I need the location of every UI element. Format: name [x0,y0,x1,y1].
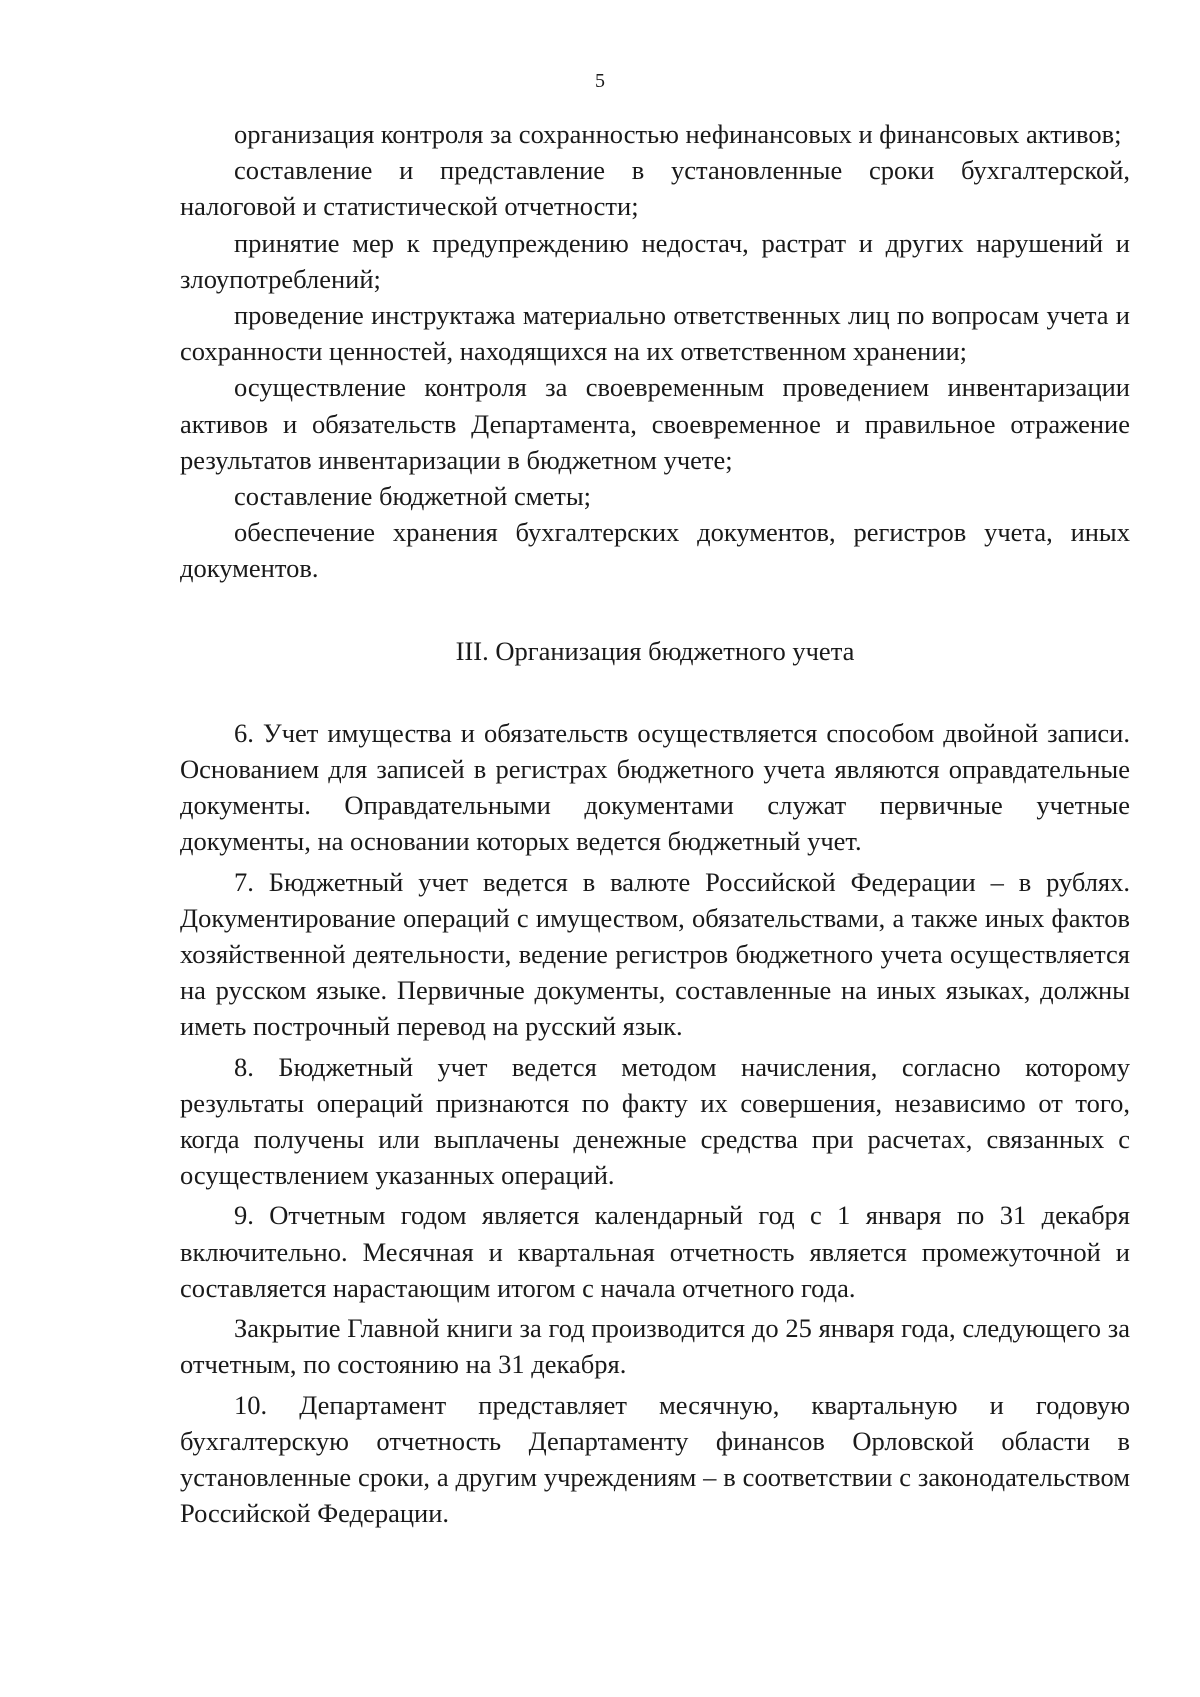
list-item: проведение инструктажа материально ответственных лиц по вопросам учета и сохранности ценностей, находящихся на их ответственном хранении; [180,300,1130,367]
paragraph: 6. Учет имущества и обязательств осуществляется способом двойной записи. Основанием для записей в регистрах бюджетного учета являются оправдательные документы. Оправдательными документами служат первичные учетные документы, на основании которых ведется бюджетный учет. [180,717,1130,857]
list-item: принятие мер к предупреждению недостач, растрат и других нарушений и злоупотреблений; [180,227,1130,294]
list-item: организация контроля за сохранностью нефинансовых и финансовых активов; [234,119,1122,149]
document-body [180,116,1130,1531]
paragraph: 10. Департамент представляет месячную, квартальную и годовую бухгалтерскую отчетность Департаменту финансов Орловской области в установленные сроки, а другим учреждениям – в соответствии с законодательством Российской Федерации. [180,1389,1130,1529]
paragraph: 9. Отчетным годом является календарный год с 1 января по 31 декабря включительно. Месячная и квартальная отчетность является промежуточной и составляется нарастающим итогом с начала отчетного года. [180,1200,1130,1303]
paragraph: Закрытие Главной книги за год производится до 25 января года, следующего за отчетным, по состоянию на 31 декабря. [180,1313,1130,1380]
list-item: обеспечение хранения бухгалтерских документов, регистров учета, иных документов. [180,517,1130,584]
list-item: составление бюджетной сметы; [234,481,591,512]
section-heading: III. Организация бюджетного учета [455,635,855,666]
list-item: осуществление контроля за своевременным проведением инвентаризации активов и обязательств Департамента, своевременное и правильное отражение результатов инвентаризации в бюджетном учете; [180,372,1130,475]
paragraph: 8. Бюджетный учет ведется методом начисления, согласно которому результаты операций признаются по факту их совершения, независимо от того, когда получены или выплачены денежные средства при расчетах, связанных с осуществлением указанных операций. [180,1051,1130,1191]
list-item: составление и представление в установленные сроки бухгалтерской, налоговой и статистической отчетности; [180,155,1130,222]
page-number: 5 [595,70,605,92]
paragraph: 7. Бюджетный учет ведется в валюте Российской Федерации – в рублях. Документирование операций с имуществом, обязательствами, а также иных фактов хозяйственной деятельности, ведение регистров бюджетного учета осуществляется на русском языке. Первичные документы, составленные на иных языках, должны иметь построчный перевод на русский язык. [180,866,1130,1042]
